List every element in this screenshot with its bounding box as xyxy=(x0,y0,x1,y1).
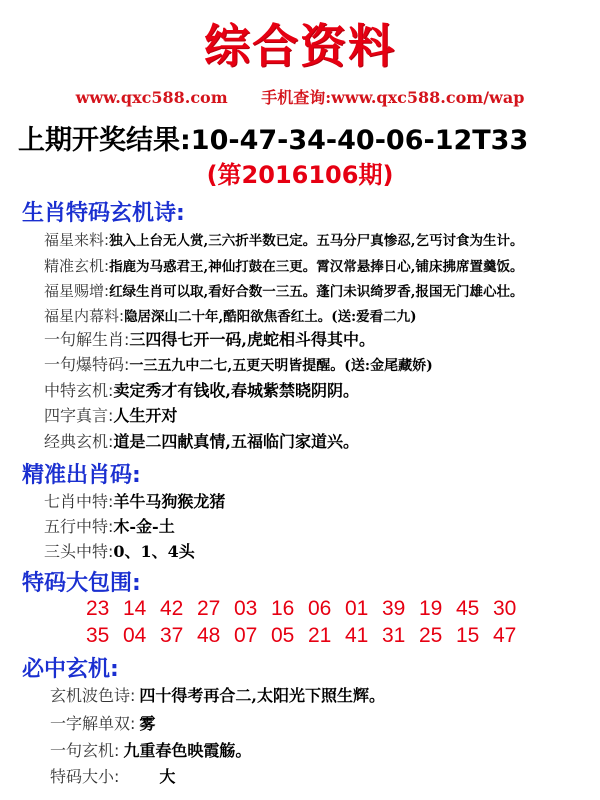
number-item: 04 xyxy=(123,624,147,647)
number-item: 41 xyxy=(345,624,369,647)
site-link[interactable]: www.qxc588.com xyxy=(75,88,228,107)
hint-row-value: 四十得考再合二,太阳光下照生辉。 xyxy=(139,686,385,705)
poem-row xyxy=(44,432,359,452)
poem-row xyxy=(44,281,523,302)
poem-row-label: 福星来料: xyxy=(44,231,110,249)
poem-row xyxy=(44,381,359,401)
numbers-line-1 xyxy=(86,597,530,621)
number-item: 37 xyxy=(160,624,184,647)
hint-row-label: 玄机波色诗: xyxy=(50,686,136,705)
number-item: 14 xyxy=(123,597,147,620)
hint-row xyxy=(50,686,385,706)
poem-row-label: 四字真言: xyxy=(44,406,114,425)
number-item: 21 xyxy=(308,624,332,647)
number-item: 42 xyxy=(160,597,184,620)
zodiac-row-label: 七肖中特: xyxy=(44,492,114,511)
hint-row xyxy=(50,767,175,787)
number-item: 30 xyxy=(493,597,517,620)
zodiac-row xyxy=(44,492,225,512)
number-item: 06 xyxy=(308,597,332,620)
number-item: 48 xyxy=(197,624,221,647)
zodiac-row-value: 羊牛马狗猴龙猪 xyxy=(113,492,226,511)
zodiac-row xyxy=(44,517,175,537)
number-item: 16 xyxy=(271,597,295,620)
hint-row-label: 一句玄机: xyxy=(50,741,120,760)
number-item: 01 xyxy=(345,597,369,620)
poem-row-value: 独入上台无人赏,三六折半数已定。五马分尸真惨忍,乞丐讨食为生计。 xyxy=(109,233,524,249)
hint-row-value: 大 xyxy=(159,767,176,786)
zodiac-section-heading: 精准出肖码: xyxy=(22,463,141,488)
last-result: 上期开奖结果:10-47-34-40-06-12T33 xyxy=(18,125,529,156)
poem-row-label: 福星赐增: xyxy=(44,282,110,300)
zodiac-row xyxy=(44,542,195,562)
number-item: 39 xyxy=(382,597,406,620)
number-item: 45 xyxy=(456,597,480,620)
hint-row-value: 九重春色映霞觞。 xyxy=(123,741,252,760)
hint-row xyxy=(50,714,155,734)
number-item: 31 xyxy=(382,624,406,647)
number-item: 07 xyxy=(234,624,258,647)
number-item: 35 xyxy=(86,624,110,647)
number-item: 47 xyxy=(493,624,517,647)
number-item: 15 xyxy=(456,624,480,647)
zodiac-row-value: 木-金-土 xyxy=(113,517,175,536)
poem-row-label: 一句解生肖: xyxy=(44,330,130,349)
hint-row-label: 一字解单双: xyxy=(50,714,136,733)
number-item: 03 xyxy=(234,597,258,620)
poem-row-value: 人生开对 xyxy=(113,406,178,425)
poem-row-value: 指鹿为马惑君王,神仙打鼓在三更。霄汉常悬捧日心,铺床拂席置羹饭。 xyxy=(109,259,524,275)
numbers-section-heading: 特码大包围: xyxy=(22,571,141,596)
mobile-link[interactable]: 手机查询:www.qxc588.com/wap xyxy=(261,88,525,107)
site-links xyxy=(0,85,600,108)
poem-row xyxy=(44,230,523,251)
hint-row-value: 雾 xyxy=(139,714,156,733)
zodiac-row-value: 0、1、4头 xyxy=(113,542,195,561)
poem-row-label: 经典玄机: xyxy=(44,432,114,451)
number-item: 27 xyxy=(197,597,221,620)
poem-row-value: 卖定秀才有钱收,春城紫禁晓阴阴。 xyxy=(113,381,359,400)
zodiac-row-label: 五行中特: xyxy=(44,517,114,536)
poem-row-label: 中特玄机: xyxy=(44,381,114,400)
number-item: 25 xyxy=(419,624,443,647)
page-title: 综合资料 xyxy=(204,19,396,73)
poem-row-value: 隐居深山二十年,酷阳欲焦香红土。(送:爱看二九) xyxy=(124,309,417,325)
hint-section-heading: 必中玄机: xyxy=(22,657,119,682)
poem-row-label: 一句爆特码: xyxy=(44,355,130,374)
hint-row-label: 特码大小: xyxy=(50,767,120,786)
poem-row-value: 红绿生肖可以取,看好合数一三五。蓬门未识绮罗香,报国无门雄心壮。 xyxy=(109,284,524,300)
poem-row-value: 三四得七开一码,虎蛇相斗得其中。 xyxy=(129,330,375,349)
poem-section-heading: 生肖特码玄机诗: xyxy=(22,201,185,226)
poem-row-label: 精准玄机: xyxy=(44,257,110,275)
zodiac-row-label: 三头中特: xyxy=(44,542,114,561)
number-item: 05 xyxy=(271,624,295,647)
poem-row-label: 福星内幕料: xyxy=(44,307,125,325)
poem-row xyxy=(44,406,177,426)
period-label: (第2016106期) xyxy=(206,161,394,189)
numbers-line-2 xyxy=(86,624,530,648)
poem-row-value: 道是二四献真情,五福临门家道兴。 xyxy=(113,432,359,451)
poem-row xyxy=(44,355,433,376)
poem-row xyxy=(44,330,375,350)
poem-row xyxy=(44,306,417,327)
number-item: 23 xyxy=(86,597,110,620)
poem-row-value: 一三五九中二七,五更天明皆提醒。(送:金尾藏娇) xyxy=(129,358,433,374)
poem-row xyxy=(44,256,523,277)
number-item: 19 xyxy=(419,597,443,620)
hint-row xyxy=(50,741,251,761)
